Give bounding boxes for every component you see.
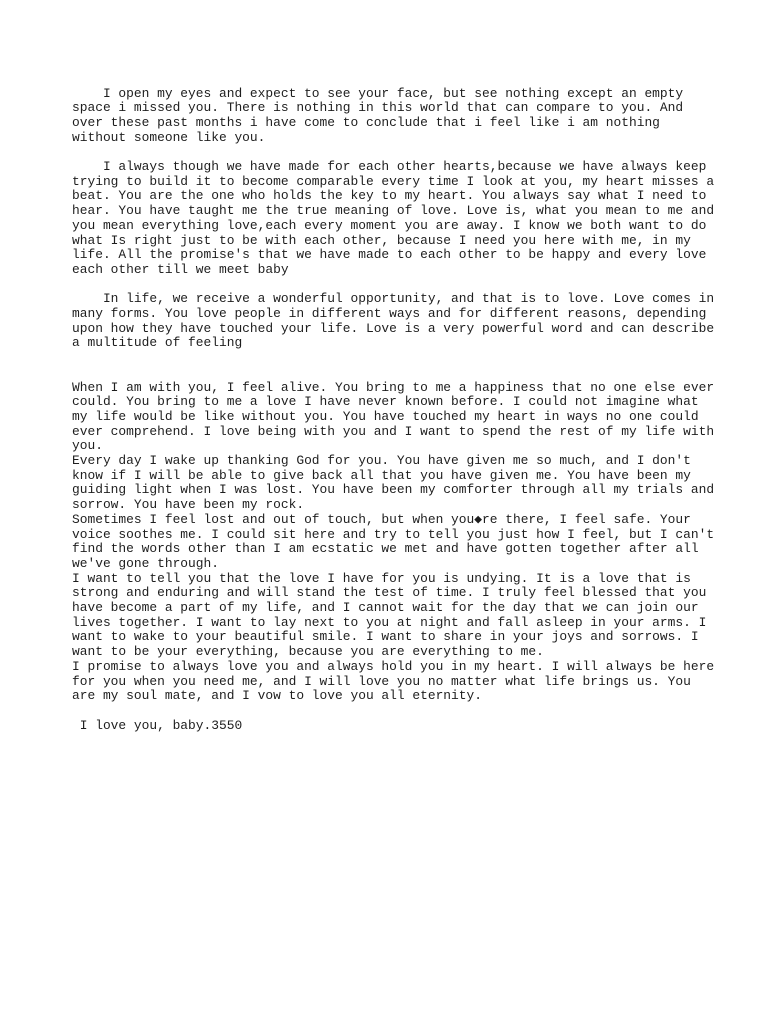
- text-line: Every day I wake up thanking God for you. You have given me so much, and I don't: [72, 453, 691, 468]
- text-line: you.: [72, 438, 103, 454]
- text-line: When I am with you, I feel alive. You bring to me a happiness that no one else ever: [72, 379, 715, 395]
- text-line: lives together. I want to lay next to you at night and fall asleep in your arms. I: [72, 614, 707, 630]
- text-line: without someone like you.: [72, 129, 266, 145]
- text-line: find the words other than I am ecstatic we met and have gotten together after all: [72, 541, 699, 557]
- text-line: what Is right just to be with each other, because I need you here with me, in my: [72, 232, 691, 248]
- text-line: strong and enduring and will stand the test of time. I truly feel blessed that you: [72, 585, 707, 601]
- text-line: are my soul mate, and I vow to love you all eternity.: [72, 688, 482, 704]
- text-line: I open my eyes and expect to see your face, but see nothing except an empty: [72, 85, 684, 101]
- text-line: you mean everything love,each every moment you are away. I know we both want to do: [72, 217, 707, 233]
- text-line: I promise to always love you and always hold you in my heart. I will always be here: [72, 658, 715, 674]
- text-line: for you when you need me, and I will love you no matter what life brings us. You: [72, 673, 691, 689]
- text-line: voice soothes me. I could sit here and try to tell you just how I feel, but I can't: [72, 526, 715, 542]
- text-line: sorrow. You have been my rock.: [72, 497, 305, 513]
- text-line: beat. You are the one who holds the key to my heart. You always say what I need to: [72, 188, 707, 204]
- text-line: I always though we have made for each other hearts,because we have always keep: [72, 159, 707, 174]
- text-line: life. All the promise's that we have made to each other to be happy and every love: [72, 247, 707, 263]
- text-line: space i missed you. There is nothing in this world that can compare to you. And: [72, 100, 684, 116]
- text-line: know if I will be able to give back all that you have given me. You have been my: [72, 467, 691, 483]
- text-line: I love you, baby.3550: [72, 717, 243, 733]
- text-line: many forms. You love people in different ways and for different reasons, depending: [72, 306, 707, 321]
- text-line: I want to tell you that the love I have for you is undying. It is a love that is: [72, 570, 691, 586]
- text-line: could. You bring to me a love I have never known before. I could not imagine what: [72, 394, 699, 410]
- text-line: trying to build it to become comparable every time I look at you, my heart misses a: [72, 173, 715, 189]
- text-line: upon how they have touched your life. Love is a very powerful word and can describe: [72, 320, 715, 336]
- text-line: hear. You have taught me the true meaning of love. Love is, what you mean to me and: [72, 203, 715, 219]
- text-line: my life would be like without you. You have touched my heart in ways no one could: [72, 408, 699, 424]
- text-line: ever comprehend. I love being with you and I want to spend the rest of my life with: [72, 423, 715, 439]
- text-line: In life, we receive a wonderful opportunity, and that is to love. Love comes in: [72, 291, 715, 307]
- text-line: want to wake to your beautiful smile. I want to share in your joys and sorrows. I: [72, 629, 699, 645]
- text-line: we've gone through.: [72, 555, 219, 571]
- text-line: a multitude of feeling: [72, 335, 243, 351]
- text-line: guiding light when I was lost. You have been my comforter through all my trials and: [72, 482, 715, 498]
- text-line: each other till we meet baby: [72, 261, 289, 277]
- text-line: over these past months i have come to conclude that i feel like i am nothing: [72, 114, 660, 130]
- text-line: have become a part of my life, and I cannot wait for the day that we can join our: [72, 600, 699, 615]
- text-line: want to be your everything, because you are everything to me.: [72, 644, 544, 660]
- text-line: Sometimes I feel lost and out of touch, but when you◆re there, I feel safe. Your: [72, 511, 691, 527]
